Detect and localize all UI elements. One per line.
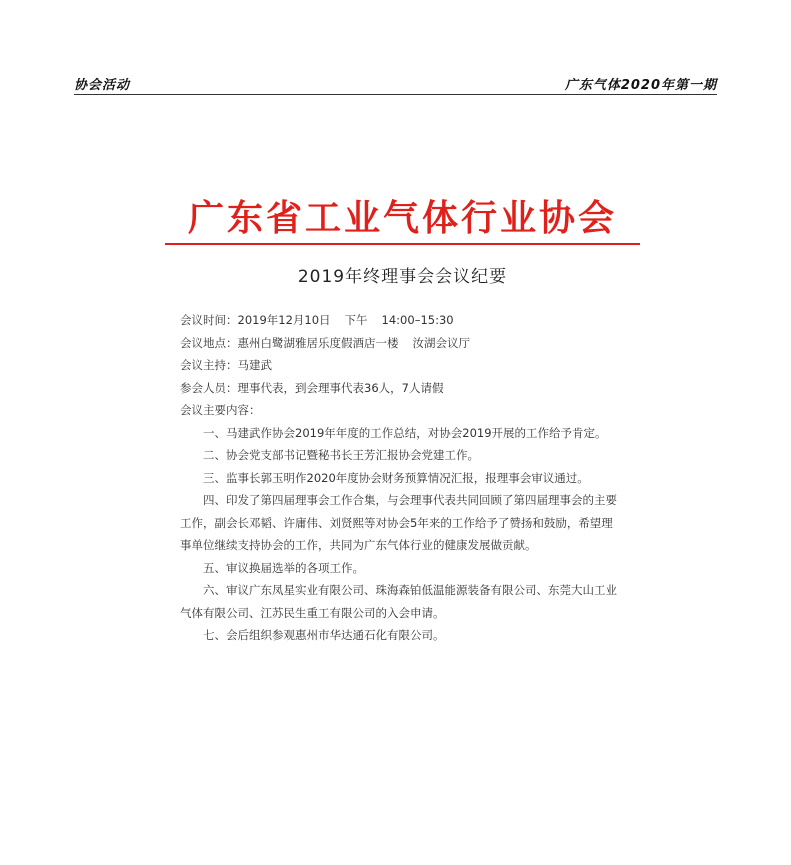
agenda-item-1: 一、马建武作协会2019年年度的工作总结，对协会2019开展的工作给予肯定。 [203,425,607,440]
minutes-body [180,309,640,647]
place-venue: 惠州白鹭湖雅居乐度假酒店一楼 [237,335,399,350]
meeting-host-line [180,354,640,377]
time-range: 14:00–15:30 [381,313,454,327]
attendees-line [180,377,640,400]
document-heading [165,196,640,289]
red-divider [165,243,640,245]
attendees-label: 参会人员： [180,380,238,395]
place-room: 汝湖会议厅 [412,335,470,350]
attendees-text: 理事代表，到会理事代表36人，7人请假 [237,380,444,395]
time-label: 会议时间： [180,313,238,327]
meeting-title: 2019年终理事会会议纪要 [297,267,508,287]
agenda-item-4-line-1: 四、印发了第四届理事会工作合集，与会理事代表共同回顾了第四届理事会的主要 [203,493,617,507]
header-issue-label: 广东气体2020年第一期 [564,78,717,93]
place-label: 会议地点： [180,335,238,350]
agenda-item-6-line-1: 六、审议广东凤星实业有限公司、珠海森铂低温能源装备有限公司、东莞大山工业 [203,583,617,597]
agenda-item-5: 五、审议换届选举的各项工作。 [203,560,364,575]
agenda-item-6-line-2: 气体有限公司、江苏民生重工有限公司的入会申请。 [180,605,445,620]
agenda-item-4-line-3: 事单位继续支持协会的工作，共同为广东气体行业的健康发展做贡献。 [180,538,537,552]
agenda-item-3: 三、监事长郭玉明作2020年度协会财务预算情况汇报，报理事会审议通过。 [203,470,589,485]
host-name: 马建武 [237,358,272,372]
page-header [74,72,717,95]
time-period: 下午 [344,313,368,327]
time-date: 2019年12月10日 [237,313,331,327]
meeting-time-line [180,309,640,332]
contents-label: 会议主要内容： [180,403,261,417]
agenda-item-4-line-2: 工作，副会长邓韬、许庸伟、刘贤熙等对协会5年来的工作给予了赞扬和鼓励，希望理 [180,515,613,530]
agenda-item-7: 七、会后组织参观惠州市华达通石化有限公司。 [203,628,445,642]
header-section-label: 协会活动 [74,78,131,93]
agenda-item-2: 二、协会党支部书记暨秘书长王芳汇报协会党建工作。 [203,448,479,462]
meeting-place-line [180,332,640,355]
organization-title: 广东省工业气体行业协会 [187,197,617,239]
host-label: 会议主持： [180,358,238,372]
